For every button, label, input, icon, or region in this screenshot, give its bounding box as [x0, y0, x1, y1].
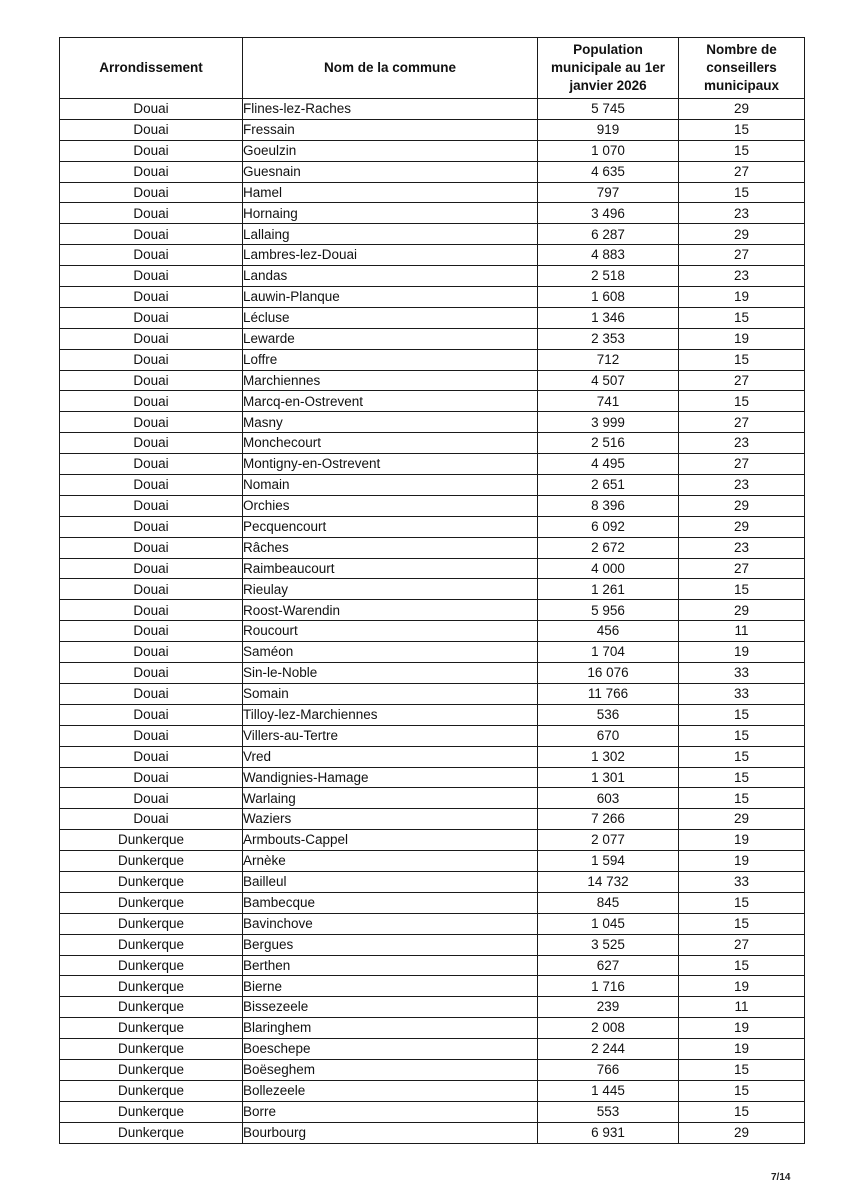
table-row	[60, 412, 805, 433]
table-row	[60, 370, 805, 391]
cell-arrondissement: Dunkerque	[60, 934, 243, 955]
cell-conseillers: 15	[679, 307, 805, 328]
cell-commune: Wandignies-Hamage	[243, 767, 538, 788]
cell-conseillers: 33	[679, 663, 805, 684]
table-row	[60, 788, 805, 809]
cell-population: 2 516	[538, 433, 679, 454]
cell-arrondissement: Douai	[60, 454, 243, 475]
cell-population: 16 076	[538, 663, 679, 684]
cell-commune: Lewarde	[243, 328, 538, 349]
cell-conseillers: 15	[679, 140, 805, 161]
table-row	[60, 1018, 805, 1039]
table-row	[60, 1101, 805, 1122]
table-row	[60, 746, 805, 767]
cell-commune: Hornaing	[243, 203, 538, 224]
cell-arrondissement: Douai	[60, 370, 243, 391]
cell-arrondissement: Douai	[60, 245, 243, 266]
table-header-row	[60, 38, 805, 99]
cell-population: 14 732	[538, 871, 679, 892]
cell-commune: Borre	[243, 1101, 538, 1122]
table-row	[60, 1039, 805, 1060]
cell-conseillers: 15	[679, 788, 805, 809]
cell-conseillers: 27	[679, 558, 805, 579]
cell-arrondissement: Douai	[60, 600, 243, 621]
cell-commune: Orchies	[243, 495, 538, 516]
cell-conseillers: 33	[679, 683, 805, 704]
cell-conseillers: 29	[679, 1122, 805, 1143]
cell-conseillers: 23	[679, 203, 805, 224]
cell-population: 603	[538, 788, 679, 809]
cell-population: 4 883	[538, 245, 679, 266]
cell-conseillers: 23	[679, 475, 805, 496]
table-row	[60, 119, 805, 140]
cell-commune: Saméon	[243, 642, 538, 663]
cell-population: 1 301	[538, 767, 679, 788]
cell-commune: Bambecque	[243, 892, 538, 913]
cell-conseillers: 29	[679, 495, 805, 516]
cell-commune: Tilloy-lez-Marchiennes	[243, 704, 538, 725]
cell-population: 766	[538, 1059, 679, 1080]
cell-commune: Somain	[243, 683, 538, 704]
cell-commune: Bavinchove	[243, 913, 538, 934]
cell-commune: Boëseghem	[243, 1059, 538, 1080]
cell-commune: Guesnain	[243, 161, 538, 182]
cell-arrondissement: Douai	[60, 809, 243, 830]
header-conseillers: Nombre de conseillers municipaux	[679, 38, 805, 99]
cell-commune: Lallaing	[243, 224, 538, 245]
cell-arrondissement: Dunkerque	[60, 1101, 243, 1122]
table-row	[60, 203, 805, 224]
cell-commune: Bergues	[243, 934, 538, 955]
cell-conseillers: 15	[679, 1059, 805, 1080]
cell-population: 2 008	[538, 1018, 679, 1039]
cell-commune: Bailleul	[243, 871, 538, 892]
cell-conseillers: 33	[679, 871, 805, 892]
cell-arrondissement: Douai	[60, 99, 243, 120]
cell-conseillers: 19	[679, 1039, 805, 1060]
cell-population: 3 525	[538, 934, 679, 955]
cell-population: 6 287	[538, 224, 679, 245]
cell-population: 919	[538, 119, 679, 140]
cell-conseillers: 15	[679, 1101, 805, 1122]
table-row	[60, 328, 805, 349]
table-body	[60, 99, 805, 1144]
cell-commune: Flines-lez-Raches	[243, 99, 538, 120]
table-row	[60, 307, 805, 328]
table-row	[60, 1122, 805, 1143]
cell-arrondissement: Douai	[60, 203, 243, 224]
cell-conseillers: 15	[679, 391, 805, 412]
page-number: 7/14	[771, 1172, 791, 1183]
cell-commune: Bollezeele	[243, 1080, 538, 1101]
cell-arrondissement: Douai	[60, 558, 243, 579]
cell-commune: Monchecourt	[243, 433, 538, 454]
header-population: Population municipale au 1er janvier 2026	[538, 38, 679, 99]
cell-conseillers: 29	[679, 99, 805, 120]
cell-population: 1 445	[538, 1080, 679, 1101]
cell-arrondissement: Douai	[60, 516, 243, 537]
cell-arrondissement: Dunkerque	[60, 830, 243, 851]
cell-population: 8 396	[538, 495, 679, 516]
cell-arrondissement: Dunkerque	[60, 997, 243, 1018]
communes-table	[59, 37, 805, 1144]
cell-population: 6 931	[538, 1122, 679, 1143]
cell-arrondissement: Douai	[60, 767, 243, 788]
cell-population: 845	[538, 892, 679, 913]
table-row	[60, 537, 805, 558]
table-row	[60, 809, 805, 830]
cell-arrondissement: Dunkerque	[60, 955, 243, 976]
cell-conseillers: 15	[679, 119, 805, 140]
cell-population: 1 346	[538, 307, 679, 328]
cell-arrondissement: Dunkerque	[60, 913, 243, 934]
cell-population: 1 045	[538, 913, 679, 934]
cell-population: 456	[538, 621, 679, 642]
header-arrondissement: Arrondissement	[60, 38, 243, 99]
cell-conseillers: 27	[679, 245, 805, 266]
cell-conseillers: 23	[679, 537, 805, 558]
table-row	[60, 997, 805, 1018]
cell-arrondissement: Douai	[60, 224, 243, 245]
cell-commune: Raimbeaucourt	[243, 558, 538, 579]
table-row	[60, 934, 805, 955]
cell-conseillers: 15	[679, 913, 805, 934]
table-row	[60, 683, 805, 704]
cell-conseillers: 19	[679, 830, 805, 851]
cell-conseillers: 19	[679, 287, 805, 308]
table-row	[60, 976, 805, 997]
cell-conseillers: 29	[679, 224, 805, 245]
cell-conseillers: 23	[679, 433, 805, 454]
cell-arrondissement: Dunkerque	[60, 1018, 243, 1039]
cell-commune: Roost-Warendin	[243, 600, 538, 621]
cell-population: 797	[538, 182, 679, 203]
cell-conseillers: 15	[679, 349, 805, 370]
cell-arrondissement: Douai	[60, 161, 243, 182]
cell-commune: Armbouts-Cappel	[243, 830, 538, 851]
cell-population: 1 261	[538, 579, 679, 600]
cell-population: 1 594	[538, 851, 679, 872]
table-row	[60, 161, 805, 182]
cell-population: 712	[538, 349, 679, 370]
cell-arrondissement: Douai	[60, 495, 243, 516]
cell-population: 536	[538, 704, 679, 725]
cell-arrondissement: Douai	[60, 475, 243, 496]
cell-population: 6 092	[538, 516, 679, 537]
table-row	[60, 245, 805, 266]
cell-commune: Marchiennes	[243, 370, 538, 391]
table-row	[60, 266, 805, 287]
cell-population: 2 077	[538, 830, 679, 851]
cell-conseillers: 19	[679, 976, 805, 997]
table-row	[60, 871, 805, 892]
cell-arrondissement: Dunkerque	[60, 851, 243, 872]
cell-population: 3 999	[538, 412, 679, 433]
table-row	[60, 621, 805, 642]
cell-commune: Bourbourg	[243, 1122, 538, 1143]
cell-arrondissement: Dunkerque	[60, 1122, 243, 1143]
cell-arrondissement: Douai	[60, 266, 243, 287]
cell-commune: Marcq-en-Ostrevent	[243, 391, 538, 412]
cell-arrondissement: Dunkerque	[60, 976, 243, 997]
header-commune: Nom de la commune	[243, 38, 538, 99]
cell-arrondissement: Douai	[60, 307, 243, 328]
cell-arrondissement: Douai	[60, 433, 243, 454]
table-row	[60, 433, 805, 454]
cell-commune: Nomain	[243, 475, 538, 496]
table-row	[60, 851, 805, 872]
cell-arrondissement: Douai	[60, 412, 243, 433]
cell-conseillers: 19	[679, 328, 805, 349]
cell-population: 4 495	[538, 454, 679, 475]
table-row	[60, 140, 805, 161]
cell-commune: Roucourt	[243, 621, 538, 642]
table-row	[60, 725, 805, 746]
cell-population: 1 704	[538, 642, 679, 663]
cell-commune: Pecquencourt	[243, 516, 538, 537]
cell-arrondissement: Douai	[60, 349, 243, 370]
cell-arrondissement: Douai	[60, 663, 243, 684]
cell-conseillers: 15	[679, 955, 805, 976]
cell-conseillers: 15	[679, 725, 805, 746]
cell-conseillers: 15	[679, 1080, 805, 1101]
cell-commune: Sin-le-Noble	[243, 663, 538, 684]
table-row	[60, 830, 805, 851]
cell-arrondissement: Dunkerque	[60, 1039, 243, 1060]
cell-commune: Goeulzin	[243, 140, 538, 161]
cell-arrondissement: Douai	[60, 391, 243, 412]
table-row	[60, 454, 805, 475]
cell-arrondissement: Douai	[60, 642, 243, 663]
cell-conseillers: 19	[679, 1018, 805, 1039]
cell-commune: Lauwin-Planque	[243, 287, 538, 308]
cell-commune: Lambres-lez-Douai	[243, 245, 538, 266]
cell-commune: Berthen	[243, 955, 538, 976]
cell-commune: Râches	[243, 537, 538, 558]
cell-conseillers: 29	[679, 516, 805, 537]
cell-population: 1 070	[538, 140, 679, 161]
cell-commune: Blaringhem	[243, 1018, 538, 1039]
cell-population: 4 635	[538, 161, 679, 182]
cell-population: 7 266	[538, 809, 679, 830]
cell-conseillers: 15	[679, 746, 805, 767]
table-row	[60, 516, 805, 537]
cell-commune: Bierne	[243, 976, 538, 997]
cell-conseillers: 27	[679, 934, 805, 955]
cell-arrondissement: Douai	[60, 287, 243, 308]
cell-conseillers: 15	[679, 182, 805, 203]
cell-arrondissement: Douai	[60, 182, 243, 203]
cell-arrondissement: Dunkerque	[60, 871, 243, 892]
cell-population: 741	[538, 391, 679, 412]
cell-conseillers: 11	[679, 621, 805, 642]
cell-population: 3 496	[538, 203, 679, 224]
cell-population: 2 518	[538, 266, 679, 287]
table-row	[60, 349, 805, 370]
cell-population: 1 716	[538, 976, 679, 997]
cell-commune: Loffre	[243, 349, 538, 370]
cell-population: 5 745	[538, 99, 679, 120]
table-row	[60, 892, 805, 913]
cell-population: 553	[538, 1101, 679, 1122]
cell-commune: Fressain	[243, 119, 538, 140]
cell-population: 1 608	[538, 287, 679, 308]
cell-arrondissement: Douai	[60, 537, 243, 558]
cell-commune: Landas	[243, 266, 538, 287]
cell-commune: Masny	[243, 412, 538, 433]
cell-population: 670	[538, 725, 679, 746]
cell-commune: Arnèke	[243, 851, 538, 872]
cell-commune: Villers-au-Tertre	[243, 725, 538, 746]
cell-arrondissement: Douai	[60, 119, 243, 140]
cell-commune: Boeschepe	[243, 1039, 538, 1060]
cell-population: 5 956	[538, 600, 679, 621]
cell-conseillers: 29	[679, 809, 805, 830]
cell-commune: Montigny-en-Ostrevent	[243, 454, 538, 475]
table-row	[60, 287, 805, 308]
cell-commune: Lécluse	[243, 307, 538, 328]
table-row	[60, 579, 805, 600]
cell-arrondissement: Douai	[60, 788, 243, 809]
cell-population: 4 507	[538, 370, 679, 391]
table-row	[60, 182, 805, 203]
cell-population: 2 244	[538, 1039, 679, 1060]
table-row	[60, 391, 805, 412]
cell-population: 627	[538, 955, 679, 976]
cell-arrondissement: Douai	[60, 746, 243, 767]
cell-conseillers: 29	[679, 600, 805, 621]
table-row	[60, 224, 805, 245]
cell-conseillers: 11	[679, 997, 805, 1018]
table-row	[60, 495, 805, 516]
table-row	[60, 99, 805, 120]
cell-arrondissement: Douai	[60, 328, 243, 349]
cell-conseillers: 23	[679, 266, 805, 287]
cell-arrondissement: Dunkerque	[60, 892, 243, 913]
cell-conseillers: 19	[679, 851, 805, 872]
table-row	[60, 600, 805, 621]
cell-arrondissement: Douai	[60, 725, 243, 746]
cell-commune: Bissezeele	[243, 997, 538, 1018]
cell-population: 2 353	[538, 328, 679, 349]
table-row	[60, 767, 805, 788]
cell-arrondissement: Douai	[60, 579, 243, 600]
cell-conseillers: 15	[679, 767, 805, 788]
table-row	[60, 663, 805, 684]
cell-population: 2 672	[538, 537, 679, 558]
cell-conseillers: 15	[679, 579, 805, 600]
cell-arrondissement: Douai	[60, 683, 243, 704]
cell-conseillers: 27	[679, 412, 805, 433]
table-row	[60, 704, 805, 725]
cell-commune: Vred	[243, 746, 538, 767]
cell-arrondissement: Dunkerque	[60, 1080, 243, 1101]
cell-commune: Hamel	[243, 182, 538, 203]
table-row	[60, 1059, 805, 1080]
table-row	[60, 558, 805, 579]
cell-conseillers: 27	[679, 370, 805, 391]
table-row	[60, 913, 805, 934]
cell-commune: Warlaing	[243, 788, 538, 809]
table-row	[60, 1080, 805, 1101]
cell-conseillers: 15	[679, 704, 805, 725]
table-row	[60, 475, 805, 496]
cell-population: 239	[538, 997, 679, 1018]
cell-arrondissement: Douai	[60, 621, 243, 642]
cell-population: 11 766	[538, 683, 679, 704]
cell-conseillers: 27	[679, 454, 805, 475]
cell-population: 1 302	[538, 746, 679, 767]
cell-conseillers: 15	[679, 892, 805, 913]
table-row	[60, 642, 805, 663]
cell-commune: Rieulay	[243, 579, 538, 600]
cell-conseillers: 27	[679, 161, 805, 182]
cell-arrondissement: Dunkerque	[60, 1059, 243, 1080]
cell-arrondissement: Douai	[60, 140, 243, 161]
cell-commune: Waziers	[243, 809, 538, 830]
table-row	[60, 955, 805, 976]
cell-population: 2 651	[538, 475, 679, 496]
cell-population: 4 000	[538, 558, 679, 579]
cell-conseillers: 19	[679, 642, 805, 663]
cell-arrondissement: Douai	[60, 704, 243, 725]
